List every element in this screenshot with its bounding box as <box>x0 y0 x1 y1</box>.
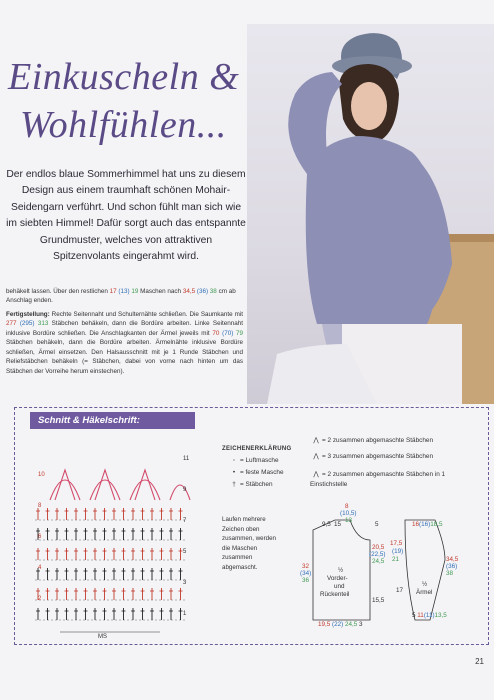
body-text-1 <box>6 287 246 305</box>
model-photo <box>247 24 494 404</box>
body1-n6: 38 <box>209 288 217 295</box>
sleeve-d: 17 <box>396 587 404 594</box>
front-top2-label: 15 <box>334 521 342 528</box>
row-number-10: 10 <box>38 471 45 478</box>
body2-t3: Stäbchen behäkeln, dann die Bordüre arbeiten. Ärmelnähte inklusive Bordüre schließen, Ärmel einsetzen. Den Halsausschnitt mit je 1 Runde Stäbchen und Reliefstäbchen behäkeln (= Stäbchen, dabei von vorne nach hinten um das Stäbchen der Vorreihe herum einstechen). <box>6 339 243 375</box>
body2-label: Fertigstellung: <box>6 311 50 318</box>
front-g: 24,5 <box>372 558 385 565</box>
front-d: 5 <box>375 521 379 528</box>
body1-n1: 17 <box>109 288 117 295</box>
body2-n5: (70) <box>222 329 234 337</box>
front-label-4: Rückenteil <box>320 591 350 598</box>
chart-rows-base <box>35 520 185 620</box>
front-label-3: und <box>334 583 345 590</box>
sleeve-c: 21 <box>392 556 400 563</box>
body2-t2: Stäbchen behäkeln, dann die Bordüre arbeiten. Linke Seitennaht inklusive Bordüre schließen. Die Anschlagkanten der Ärmel jeweils mit <box>6 320 244 337</box>
legend2-item-2 <box>310 452 433 460</box>
dc2tog-same-stitch-icon: ⋀ <box>313 471 319 478</box>
front-b: (10,5) <box>340 510 357 517</box>
body1-n2: (13) <box>118 288 130 295</box>
legend-staebchen <box>228 481 273 488</box>
body2-n1: 277 <box>6 320 17 328</box>
sleeve-top <box>412 521 442 528</box>
intro-text: Der endlos blaue Sommerhimmel hat uns zu diesem Design aus einem traumhaft schönen Mohair-Seidengarn verführt. Und schon fühlt man sich wie im siebten Himmel! Dafür sorgt auch das entspannte Grundmuster, welches von attraktiven Spitzenvolants eingerahmt wird. <box>6 169 246 263</box>
body2-n6: 79 <box>236 329 244 337</box>
row-number-11: 11 <box>183 456 190 462</box>
front-label-2: Vorder- <box>327 575 348 582</box>
sleeve-outline <box>405 520 445 620</box>
sleeve-bottom-1: 11 <box>417 612 424 619</box>
sleeve-g: 38 <box>446 570 454 577</box>
front-top-label: 9,5 <box>322 521 331 528</box>
row-number-2: 2 <box>38 595 42 602</box>
front-label-half: ½ <box>338 567 344 574</box>
sleeve-top-3: 18,5 <box>430 521 443 528</box>
front-k: 15,5 <box>372 597 385 604</box>
legend2-item-1 <box>310 436 433 444</box>
chart-stitches <box>36 508 183 620</box>
body2-n3: 313 <box>37 320 49 328</box>
front-bottom-3: 24,5 <box>344 621 358 628</box>
body1-mid: Maschen nach <box>140 288 182 295</box>
row-number-5: 5 <box>183 549 187 555</box>
sleeve-top-1: 16 <box>412 521 420 528</box>
body1-n4: 34,5 <box>182 288 196 295</box>
front-bottom-2: (22) <box>332 621 344 628</box>
body-text-2 <box>6 310 243 376</box>
chart-fans <box>50 470 190 500</box>
front-i: (34) <box>300 570 312 577</box>
front-h: 32 <box>302 563 310 570</box>
sleeve-f: (36) <box>446 563 458 570</box>
front-j: 36 <box>302 577 310 584</box>
body1-n3: 19 <box>131 288 139 295</box>
sleeve-bottom <box>412 612 447 619</box>
body2-t1: Rechte Seitennaht und Schulternähte schließen. Die Saumkante mit <box>51 311 243 318</box>
legend2-text-2: = 3 zusammen abgemaschte Stäbchen <box>322 453 434 460</box>
headline <box>8 54 248 149</box>
sleeve-bottom-2: (11) <box>423 612 435 619</box>
body2-n2: (295) <box>19 320 35 328</box>
legend2-text-1: = 2 zusammen abgemaschte Stäbchen <box>322 437 434 444</box>
sleeve-label-2: Ärmel <box>416 589 433 596</box>
legend-feste-masche <box>228 469 284 476</box>
single-crochet-icon: • <box>232 469 236 476</box>
sleeve-top-2: (16) <box>419 521 431 528</box>
body1-post: cm ab Anschlag enden. <box>6 288 236 305</box>
diagram-banner: Schnitt & Häkelschrift: <box>30 412 195 429</box>
page-number: 21 <box>475 657 484 666</box>
row-number-3: 3 <box>183 580 187 586</box>
front-bottom-1: 19,5 <box>318 621 331 628</box>
headline-line-1: Einkuscheln & <box>8 56 240 98</box>
front-e: 20,5 <box>372 544 385 551</box>
legend-luftmasche <box>228 457 279 464</box>
body1-pre: behäkelt lassen. Über den restlichen <box>6 288 108 295</box>
front-c: 13 <box>345 517 353 524</box>
legend2-text-3: = 2 zusammen abgemaschte Stäbchen in 1 Einstichstelle <box>310 471 446 488</box>
row-number-6: 6 <box>38 533 42 540</box>
legend-text-2: = feste Masche <box>240 469 284 476</box>
body2-n4: 70 <box>212 329 220 337</box>
legend-title: ZEICHENERKLÄRUNG <box>222 446 292 452</box>
dc2tog-icon: ⋀ <box>313 437 319 444</box>
sleeve-b: (19) <box>392 548 404 555</box>
front-bottom-4: 3 <box>358 621 363 628</box>
row-number-7: 7 <box>183 518 187 524</box>
model-illustration <box>247 24 494 404</box>
body1-n5: (36) <box>196 288 209 295</box>
dc3tog-icon: ⋀ <box>313 453 319 460</box>
front-a: 8 <box>345 503 349 510</box>
sleeve-h: 5 <box>412 612 416 619</box>
crochet-chart <box>20 440 210 640</box>
sleeve-bottom-3: 13,5 <box>434 612 447 619</box>
note-text: Laufen mehrere Zeichen oben zusammen, werden die Maschen zusammen abgemascht. <box>222 516 276 572</box>
sleeve-label-half: ½ <box>422 581 428 588</box>
sleeve-a: 17,5 <box>390 540 403 547</box>
double-crochet-icon: † <box>232 481 236 488</box>
front-bottom <box>318 621 363 628</box>
row-number-8: 8 <box>38 502 42 509</box>
headline-line-2: Wohlfühlen... <box>20 103 227 146</box>
ms-label: MS <box>98 634 107 640</box>
legend-text-3: = Stäbchen <box>240 481 273 488</box>
front-f: (22,5) <box>369 551 386 558</box>
chain-stitch-icon: ◦ <box>232 457 236 464</box>
legend-text-1: = Luftmasche <box>240 457 279 464</box>
row-number-4: 4 <box>38 564 42 571</box>
legend2-item-3 <box>310 470 480 489</box>
sleeve-e: 34,5 <box>446 556 459 563</box>
row-number-1: 1 <box>183 611 187 617</box>
row-number-9: 9 <box>183 487 187 493</box>
